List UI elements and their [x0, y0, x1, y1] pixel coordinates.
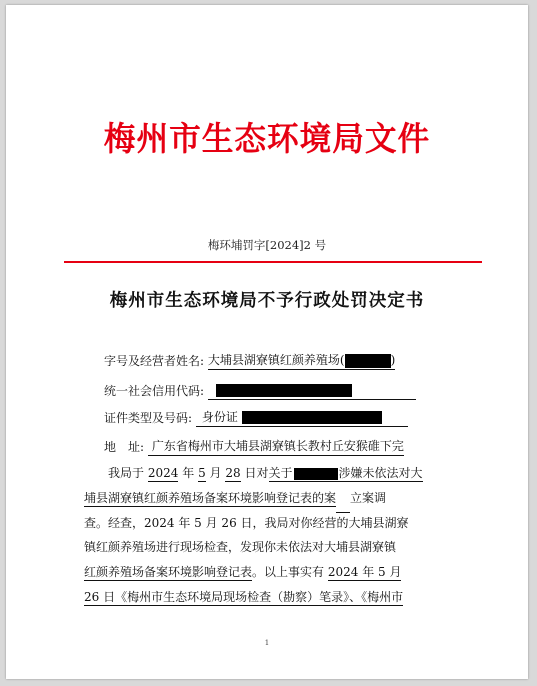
- page-number: 1: [264, 639, 270, 647]
- credit-label: 统一社会信用代码:: [104, 384, 205, 398]
- document-page: [6, 5, 528, 679]
- red-divider: [64, 261, 482, 263]
- redaction-block: [294, 468, 338, 480]
- redaction-block: [345, 354, 391, 368]
- redaction-block: [242, 411, 382, 424]
- body-line-3: 查。经查，2024 年 5 月 26 日，我局对你经营的大埔县湖寮: [84, 515, 409, 530]
- field-credit-code: [104, 382, 416, 400]
- body-line-2: 埔县湖寮镇红颜养殖场备案环境影响登记表的案 立案调: [84, 486, 462, 511]
- credit-value: [208, 382, 416, 400]
- document-number: 梅环埔罚字[2024]2 号: [207, 238, 327, 252]
- address-value: 广东省梅州市大埔县湖寮镇长教村丘安猴碓下完: [148, 438, 404, 456]
- body-line-1: 我局于 2024 年 5 月 28 日对关于 涉嫌未依法对大: [108, 466, 423, 480]
- body-paragraph: [84, 461, 462, 610]
- name-label: 字号及经营者姓名:: [104, 354, 205, 368]
- body-line-6: 26 日《梅州市生态环境局现场检查（勘察）笔录》、《梅州市: [84, 589, 404, 604]
- name-value: 大埔县湖寮镇红颜养殖场( ): [208, 352, 395, 370]
- redaction-block: [216, 384, 352, 397]
- id-value: 身份证: [196, 409, 408, 427]
- document-title: 梅州市生态环境局不予行政处罚决定书: [109, 291, 425, 311]
- field-address: [104, 438, 404, 456]
- field-name: [104, 352, 395, 370]
- body-line-5: 红颜养殖场备案环境影响登记表。以上事实有 2024 年 5 月: [84, 565, 402, 580]
- field-id: [104, 409, 408, 427]
- address-label: 地 址:: [104, 440, 145, 454]
- id-label: 证件类型及号码:: [104, 411, 193, 425]
- body-line-4: 镇红颜养殖场进行现场检查，发现你未依法对大埔县湖寮镇: [84, 540, 397, 555]
- org-masthead: 梅州市生态环境局文件: [103, 119, 431, 158]
